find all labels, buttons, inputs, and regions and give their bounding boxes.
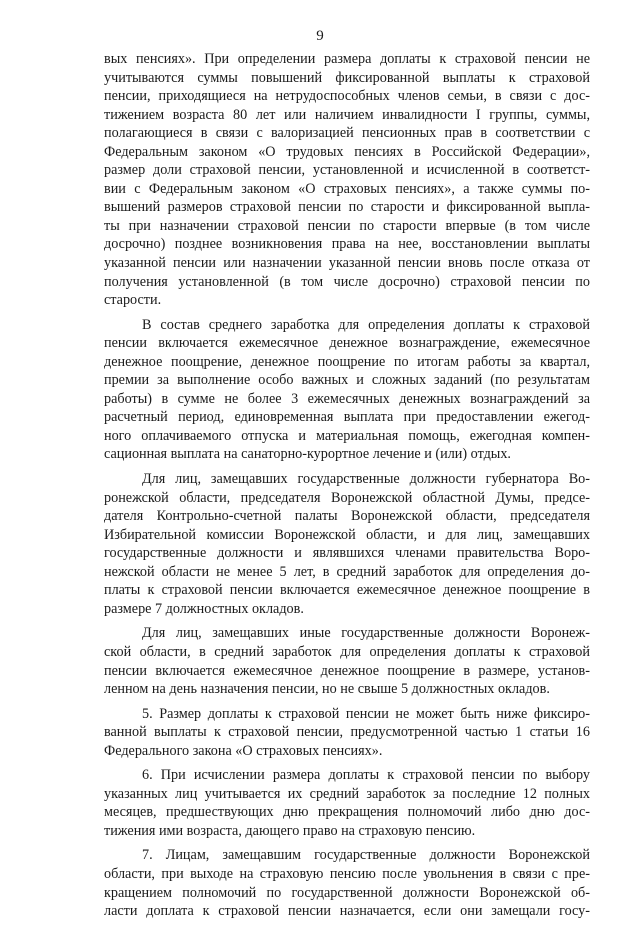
paragraph — [104, 316, 590, 464]
text-line: государственные должности и являвшихся членами правительства Воро- — [104, 545, 590, 562]
text-line: пенсии включается ежемесячное денежное вознаграждение, ежемесячное — [104, 335, 590, 352]
document-body — [104, 50, 590, 927]
text-line: пенсии включается ежемесячное денежное поощрение в размере, установ- — [104, 662, 590, 679]
text-line: полагающиеся в связи с валоризацией пенсионных прав в соответствии с — [104, 125, 590, 142]
text-line: досрочно) позднее возникновения права на нее, восстановлении выплаты — [104, 236, 590, 253]
paragraph — [104, 766, 590, 840]
text-line: вых пенсиях». При определении размера доплаты к страховой пенсии не — [104, 51, 590, 67]
text-line: сационная выплата на санаторно-курортное лечение и (или) отдых. — [104, 446, 511, 463]
text-line: ты при назначении страховой пенсии по старости впервые (в том числе — [104, 217, 590, 234]
text-line: Федерального закона «О страховых пенсиях». — [104, 742, 383, 759]
text-line: размере 7 должностных окладов. — [104, 600, 304, 617]
text-line: указанных лиц учитывается их средний заработок за последние 12 полных — [104, 785, 590, 802]
text-line: Избирательной комиссии Воронежской области, и для лиц, замещавших — [104, 526, 590, 543]
text-line: платы к страховой пенсии включается ежемесячное денежное поощрение в — [104, 582, 590, 599]
text-line: работы) в сумме не более 3 ежемесячных денежных вознаграждений за — [104, 390, 590, 407]
text-line: вии с Федеральным законом «О страховых пенсиях», а также суммы по- — [104, 180, 590, 197]
text-line: ской области, в средний заработок для определения доплаты к страховой — [104, 643, 590, 660]
text-line: получения установленной (в том числе досрочно) страховой пенсии по — [104, 273, 590, 290]
text-line: месяцев, предшествующих дню прекращения полномочий либо дню дос- — [104, 804, 590, 821]
page-number: 9 — [316, 28, 324, 44]
paragraph — [104, 470, 590, 618]
text-line: 5. Размер доплаты к страховой пенсии не может быть ниже фиксиро- — [142, 705, 590, 722]
text-line: пенсии, приходящиеся на нетрудоспособных членов семьи, в связи с дос- — [104, 88, 590, 105]
text-line: ленном на день назначения пенсии, но не свыше 5 должностных окладов. — [104, 681, 550, 698]
paragraph — [104, 705, 590, 761]
text-line: Для лиц, замещавших иные государственные должности Воронеж- — [142, 625, 590, 642]
text-line: В состав среднего заработка для определения доплаты к страховой — [142, 316, 590, 333]
text-line: дателя Контрольно-счетной палаты Воронежской области, председателя — [104, 508, 590, 525]
text-line: 6. При исчислении размера доплаты к страховой пенсии по выбору — [142, 767, 590, 784]
text-line: размер доли страховой пенсии, установленной и исчисленной в соответст- — [104, 162, 590, 179]
text-line: учитываются суммы повышений фиксированной выплаты к страховой — [104, 69, 590, 86]
paragraph — [104, 624, 590, 698]
text-line: ванной выплаты к страховой пенсии, предусмотренной частью 1 статьи 16 — [104, 724, 590, 741]
text-line: вышений размеров страховой пенсии по старости и фиксированной выпла- — [104, 199, 590, 216]
text-line: тижением возраста 80 лет или наличием инвалидности I группы, суммы, — [104, 106, 590, 123]
text-line: кращением полномочий по государственной должности Воронежской об- — [104, 884, 590, 901]
text-line: Федеральным законом «О трудовых пенсиях в Российской Федерации», — [104, 143, 590, 160]
text-line: ласти доплата к страховой пенсии назначается, если они замещали госу- — [104, 903, 590, 920]
text-line: 7. Лицам, замещавшим государственные должности Воронежской — [142, 847, 590, 864]
text-line: расчетный период, единовременная выплата при предоставлении ежегод- — [104, 409, 590, 426]
text-line: Для лиц, замещавших государственные должности губернатора Во- — [142, 471, 590, 488]
text-line: нежской области не менее 5 лет, в средний заработок для определения до- — [104, 563, 590, 580]
text-line: ронежской области, председателя Воронежской областной Думы, предсе- — [104, 489, 590, 506]
text-line: денежное поощрение, денежное поощрение по итогам работы за квартал, — [104, 353, 590, 370]
text-line: области, при выходе на страховую пенсию после увольнения в связи с пре- — [104, 865, 590, 882]
text-line: премии за выполнение особо важных и сложных заданий (по результатам — [104, 372, 590, 389]
paragraph — [104, 846, 590, 920]
text-line: тижения ими возраста, дающего право на страховую пенсию. — [104, 822, 476, 839]
text-line: старости. — [104, 292, 162, 309]
text-line: указанной пенсии или назначении указанной пенсии вновь после отказа от — [104, 255, 590, 272]
paragraph — [104, 50, 590, 310]
text-line: ного оплачиваемого отпуска и материальная помощь, ежегодная компен- — [104, 427, 590, 444]
